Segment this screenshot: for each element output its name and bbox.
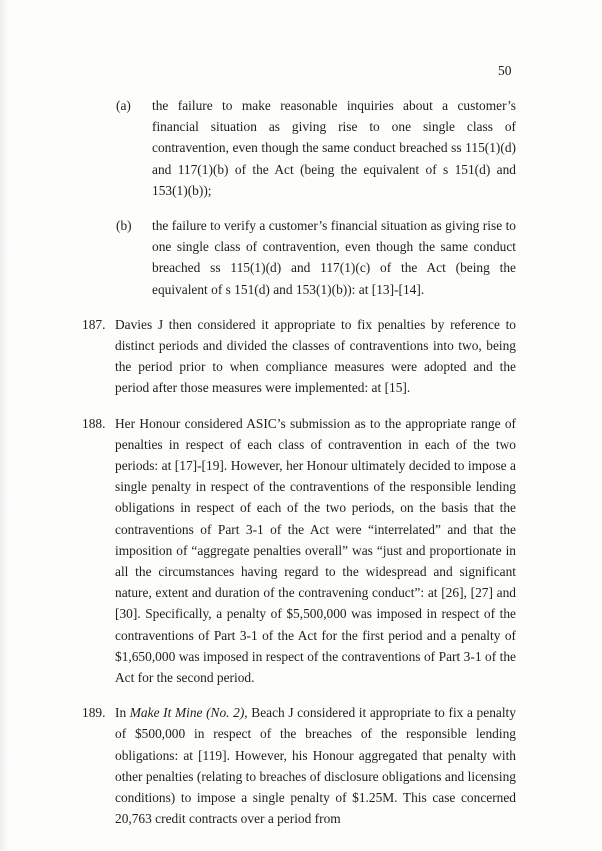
subparagraph-b: [116, 215, 516, 300]
page-number: 50: [498, 63, 512, 78]
paragraph-text: Her Honour considered ASIC’s submission as to the appropriate range of penalties in respect of each class of contravention in each of the two periods: at [17]-[19]. However, her Honour ultimately decided to impose a single penalty in respect of the contraventions of the responsible lending obligations in respect of each of the two periods, on the basis that the contraventions of Part 3-1 of the Act were “interrelated” and that the imposition of “aggregate penalties overall” was “just and proportionate in all the circumstances having regard to the widespread and significant nature, extent and duration of the contravening conduct”: at [26], [27] and [30]. Specifically, a penalty of $5,500,000 was imposed in respect of the contraventions of Part 3-1 of the Act for the first period and a penalty of $1,650,000 was imposed in respect of the contraventions of Part 3-1 of the Act for the second period.: [115, 415, 516, 686]
paragraph-text: Davies J then considered it appropriate to fix penalties by reference to distinct periods and divided the classes of contraventions into two, being the period prior to when compliance measures were adopted and the period after those measures were implemented: at [15].: [115, 316, 516, 396]
subparagraph-text: the failure to make reasonable inquiries about a customer’s financial situation as giving rise to one single class of contravention, even though the same conduct breached ss 115(1)(d) and 117(1)(b) of the Act (being the equivalent of s 151(d) and 153(1)(b));: [152, 98, 516, 198]
subparagraph-label: (b): [116, 218, 132, 234]
document-body: [0, 95, 602, 844]
paragraph-text: , Beach J considered it appropriate to fix a penalty of $500,000 in respect of the breaches of the responsible lending obligations: at [119]. However, his Honour aggregated that penalty with other penalties (relating to breaches of disclosure obligations and licensing conditions) to impose a single penalty of $1.25M. This case concerned 20,763 credit contracts over a period from: [115, 705, 516, 827]
paragraph-number: 188.: [82, 415, 106, 431]
paragraph-number: 187.: [82, 316, 106, 332]
subparagraph-a: [116, 95, 516, 201]
paragraph-prefix: In: [115, 705, 130, 721]
subparagraph-text: the failure to verify a customer’s financial situation as giving rise to one single class of contravention, even though the same conduct breached ss 115(1)(d) and 117(1)(c) of the Act (being the equivalent of s 151(d) and 153(1)(b)): at [13]-[14].: [152, 218, 516, 297]
paragraph-187: [82, 314, 516, 399]
subparagraph-label: (a): [116, 98, 131, 113]
paragraph-number: 189.: [82, 705, 106, 721]
paragraph-189: [82, 702, 516, 829]
case-name: Make It Mine (No. 2): [129, 705, 245, 721]
paragraph-188: [82, 413, 516, 689]
